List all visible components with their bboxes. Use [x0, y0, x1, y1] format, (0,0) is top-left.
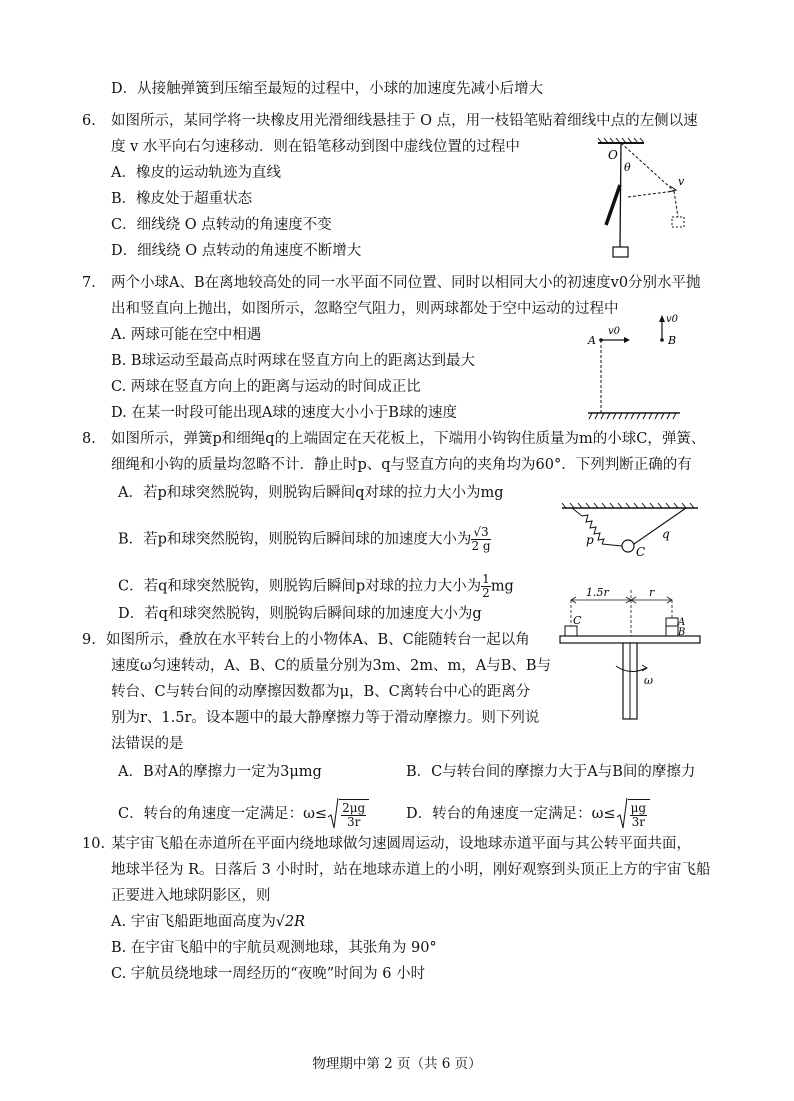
- q7-figure: [580, 310, 690, 425]
- q9-option-d-text: D．转台的角速度一定满足：ω≤: [406, 806, 616, 822]
- q8-stem-line2: 细绳和小钩的质量均忽略不计．静止时p、q与竖直方向的夹角均为60°．下列判断正确的有: [111, 457, 692, 473]
- q9-label-r: r: [649, 586, 655, 599]
- q8-figure: [558, 500, 708, 560]
- page-footer: 物理期中第 2 页（共 6 页）: [312, 1056, 482, 1072]
- q8-option-c-denominator: 2: [482, 586, 490, 600]
- q9-option-c-text: C．转台的角速度一定满足：ω≤: [118, 806, 328, 822]
- q9-number: 9.: [82, 632, 96, 648]
- q9-option-a: A．B对A的摩擦力一定为3μmg: [118, 764, 322, 780]
- q9-option-c-sqrt: [327, 797, 369, 831]
- q9-option-b: B．C与转台间的摩擦力大于A与B间的摩擦力: [406, 764, 696, 780]
- q9-option-c: [118, 797, 369, 831]
- q6-label-o: O: [608, 148, 618, 162]
- q7-stem-line2: 出和竖直向上抛出，如图所示，忽略空气阻力，则两球都处于空中运动的过程中: [111, 301, 619, 317]
- q6-option-c: C．细线绕 O 点转动的角速度不变: [111, 217, 332, 233]
- q8-option-c-unit: mg: [490, 578, 514, 595]
- q9-stem-line4: 别为r、1.5r。设本题中的最大静摩擦力等于滑动摩擦力。则下列说: [111, 710, 540, 726]
- q8-number: 8.: [82, 431, 96, 447]
- q10-stem-line3: 正要进入地球阴影区，则: [111, 888, 271, 904]
- q7-label-a: A: [588, 334, 596, 347]
- q8-option-a: A．若p和球突然脱钩，则脱钩后瞬间q对球的拉力大小为mg: [118, 485, 504, 501]
- q10-option-b: B. 在宇宙飞船中的宇航员观测地球，其张角为 90°: [111, 940, 437, 956]
- q8-option-d: D．若q和球突然脱钩，则脱钩后瞬间球的加速度大小为g: [118, 606, 482, 622]
- q7-stem-line1: 两个小球A、B在离地较高处的同一水平面不同位置、同时以相同大小的初速度v0分别水平抛: [111, 275, 701, 291]
- q6-stem-line2: 度 v 水平向右匀速移动．则在铅笔移动到图中虚线位置的过程中: [111, 139, 520, 155]
- q9-option-d: [406, 797, 650, 831]
- q6-option-a: A．橡皮的运动轨迹为直线: [111, 165, 281, 181]
- q9-label-omega: ω: [644, 674, 653, 687]
- q10-stem-line1: 某宇宙飞船在赤道所在平面内绕地球做匀速圆周运动，设地球赤道平面与其公转平面共面，: [111, 836, 691, 852]
- q9-stem-line5: 法错误的是: [111, 736, 184, 752]
- q8-option-b-fraction: [471, 526, 490, 553]
- q9-label-b: B: [678, 627, 686, 638]
- q6-number: 6.: [82, 113, 96, 129]
- q10-option-a: [111, 912, 305, 932]
- q10-number: 10.: [82, 836, 106, 852]
- q8-option-c-fraction: [481, 573, 491, 600]
- q8-option-c-numerator: 1: [482, 572, 490, 586]
- q7-option-a: A. 两球可能在空中相遇: [111, 327, 262, 343]
- q10-stem-line2: 地球半径为 R。日落后 3 小时时，站在地球赤道上的小明，刚好观察到头顶正上方的宇宙飞船: [111, 862, 711, 878]
- q9-stem-line1: 如图所示，叠放在水平转台上的小物体A、B、C能随转台一起以角: [106, 632, 530, 648]
- q10-option-a-math: √2R: [275, 914, 306, 930]
- q6-figure: [588, 137, 708, 261]
- q7-number: 7.: [82, 275, 96, 291]
- q6-option-b: B．橡皮处于超重状态: [111, 191, 253, 207]
- q9-stem-line2: 速度ω匀速转动，A、B、C的质量分别为3m、2m、m，A与B、B与: [111, 658, 552, 674]
- q9-option-c-denominator: 3r: [346, 815, 361, 829]
- q8-option-b-denominator: 2 g: [471, 539, 491, 553]
- q8-option-c-text: C．若q和球突然脱钩，则脱钩后瞬间p对球的拉力大小为: [118, 578, 482, 595]
- q8-option-b-text: B．若p和球突然脱钩，则脱钩后瞬间球的加速度大小为: [118, 531, 472, 548]
- q9-option-d-denominator: 3r: [631, 815, 646, 829]
- q6-stem-line1: 如图所示，某同学将一块橡皮用光滑细线悬挂于 O 点，用一枝铅笔贴着细线中点的左侧以速: [111, 113, 698, 129]
- q9-label-c: C: [573, 614, 582, 627]
- q8-option-b-numerator: √3: [473, 525, 489, 539]
- q9-option-d-numerator: μg: [630, 801, 647, 815]
- q9-option-c-numerator: 2μg: [342, 801, 366, 815]
- q8-label-c: C: [636, 545, 646, 559]
- q6-label-theta: θ: [624, 161, 631, 174]
- q7-option-d: D. 在某一时段可能出现A球的速度大小小于B球的速度: [111, 405, 457, 421]
- q8-label-q: q: [662, 527, 670, 541]
- q6-label-v: v: [678, 175, 685, 188]
- q6-option-d: D．细线绕 O 点转动的角速度不断增大: [111, 243, 362, 259]
- q8-option-b: [118, 526, 491, 553]
- q9-option-d-sqrt: [616, 797, 650, 831]
- q7-label-b: B: [668, 334, 677, 347]
- q7-option-c: C. 两球在竖直方向上的距离与运动的时间成正比: [111, 379, 421, 395]
- q5-option-d: D．从接触弹簧到压缩至最短的过程中，小球的加速度先减小后增大: [111, 81, 544, 97]
- q7-option-b: B. B球运动至最高点时两球在竖直方向上的距离达到最大: [111, 353, 476, 369]
- q10-option-a-text: A. 宇宙飞船距地面高度为: [111, 914, 276, 930]
- q9-label-1-5r: 1.5r: [586, 586, 609, 599]
- q8-stem-line1: 如图所示，弹簧p和细绳q的上端固定在天花板上，下端用小钩钩住质量为m的小球C，弹簧、: [111, 431, 706, 447]
- q9-label-a: A: [678, 617, 686, 628]
- q8-label-p: p: [586, 533, 594, 547]
- q9-stem-line3: 转台、C与转台间的动摩擦因数都为μ，B、C离转台中心的距离分: [111, 684, 531, 700]
- q10-option-c: C. 宇航员绕地球一周经历的“夜晚”时间为 6 小时: [111, 966, 426, 982]
- q7-label-v0-b: v0: [666, 314, 679, 325]
- q8-option-c: [118, 573, 514, 600]
- q9-figure: [556, 584, 716, 724]
- q7-label-v0-a: v0: [608, 326, 621, 337]
